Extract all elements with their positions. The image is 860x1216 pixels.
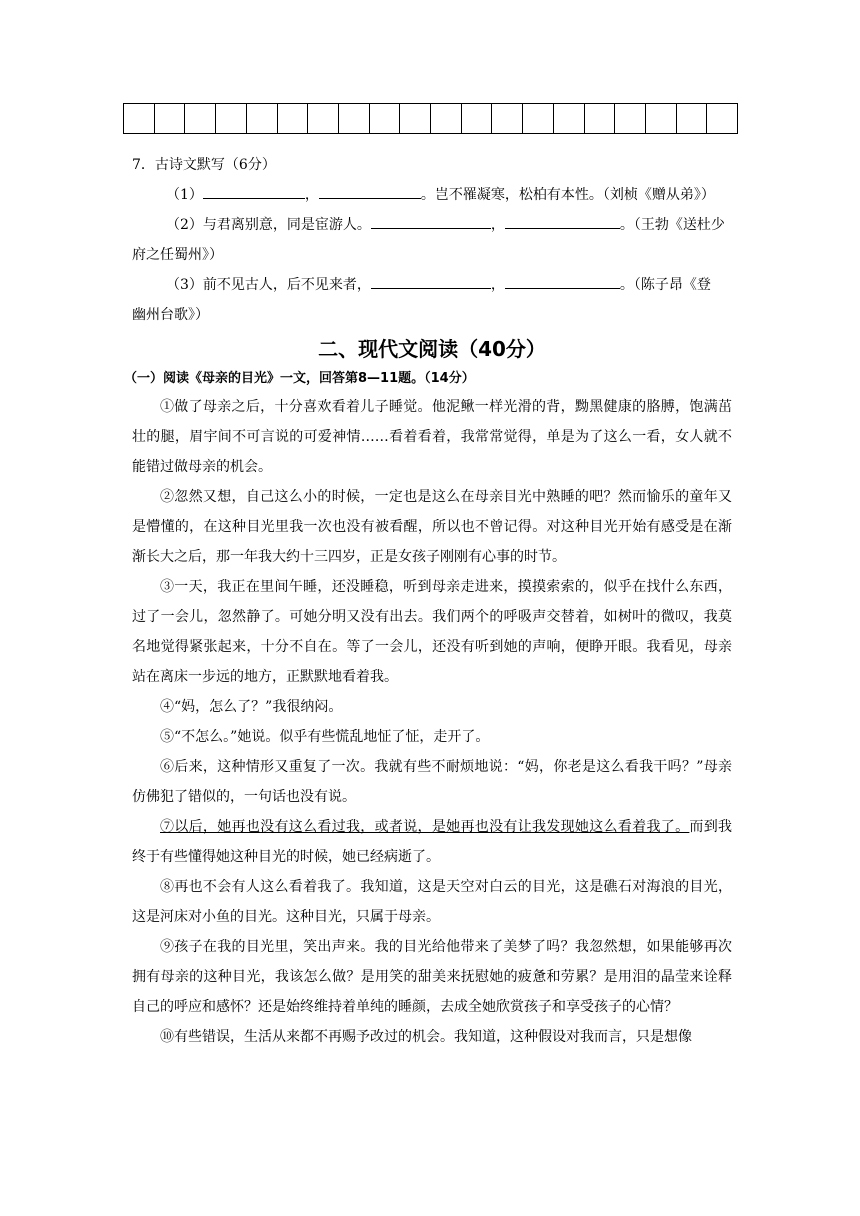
- grid-cell[interactable]: [615, 104, 646, 133]
- grid-cell[interactable]: [431, 104, 462, 133]
- grid-cell[interactable]: [646, 104, 677, 133]
- blank-2b[interactable]: [505, 212, 620, 229]
- paragraph-1: ①做了母亲之后，十分喜欢看着儿子睡觉。他泥鳅一样光滑的背，黝黑健康的胳膊，饱满茁壮的腿，眉宇间不可言说的可爱神情……看着看着，我常常觉得，单是为了这么一看，女人就不能错过做母亲的机会。: [132, 399, 732, 475]
- grid-cell[interactable]: [278, 104, 309, 133]
- blank-1a[interactable]: [203, 182, 305, 199]
- document-body: [124, 150, 733, 1052]
- blank-2a[interactable]: [371, 212, 491, 229]
- paragraph-9: ⑨孩子在我的目光里，笑出声来。我的目光给他带来了美梦了吗？我忽然想，如果能够再次拥有母亲的这种目光，我该怎么做？是用笑的甜美来抚慰她的疲惫和劳累？是用泪的晶莹来诠释自己的呼应和感怀？还是始终维持着单纯的睡颜，去成全她欣赏孩子和享受孩子的心情？: [132, 939, 732, 1015]
- grid-cell[interactable]: [400, 104, 431, 133]
- grid-cell[interactable]: [155, 104, 186, 133]
- grid-cell[interactable]: [554, 104, 585, 133]
- grid-cell[interactable]: [523, 104, 554, 133]
- answer-grid: [123, 103, 738, 134]
- paragraph-8: ⑧再也不会有人这么看着我了。我知道，这是天空对白云的目光，这是礁石对海浪的目光，这是河床对小鱼的目光。这种目光，只属于母亲。: [132, 879, 732, 925]
- question-7-title: 7．古诗文默写（6分）: [132, 157, 276, 173]
- grid-cell[interactable]: [585, 104, 616, 133]
- blank-3a[interactable]: [371, 272, 491, 289]
- paragraph-2: ②忽然又想，自己这么小的时候，一定也是这么在母亲目光中熟睡的吧？然而愉乐的童年又是懵懂的，在这种目光里我一次也没有被看醒，所以也不曾记得。对这种目光开始有感受是在渐渐长大之后，那一年我大约十三四岁，正是女孩子刚刚有心事的时节。: [132, 489, 732, 565]
- blank-3b[interactable]: [505, 272, 620, 289]
- paragraph-6: ⑥后来，这种情形又重复了一次。我就有些不耐烦地说：“妈，你老是这么看我干吗？”母亲仿佛犯了错似的，一句话也没有说。: [132, 759, 732, 805]
- paragraph-7: ⑦以后，她再也没有这么看过我，或者说，是她再也没有让我发现她这么看着我了。而到我终于有些懂得她这种目光的时候，她已经病逝了。: [132, 819, 733, 865]
- blank-1b[interactable]: [319, 182, 421, 199]
- question-7-item-3: （3）前不见古人，后不见来者， ， 。（陈子昂《登: [132, 270, 732, 300]
- question-7-item-2-cont: 府之任蜀州》）: [132, 247, 223, 263]
- grid-cell[interactable]: [462, 104, 493, 133]
- grid-cell[interactable]: [677, 104, 708, 133]
- question-7-item-3-cont: 幽州台歌》）: [132, 307, 209, 323]
- underlined-sentence: ⑦以后，她再也没有这么看过我，或者说，是她再也没有让我发现她这么看着我了。: [160, 819, 690, 835]
- paragraph-3: ③一天，我正在里间午睡，还没睡稳，听到母亲走进来，摸摸索索的，似乎在找什么东西，过了一会儿，忽然静了。可她分明又没有出去。我们两个的呼吸声交替着，如树叶的微叹，我莫名地觉得紧张起来，十分不自在。等了一会儿，还没有听到她的声响，便睁开眼。我看见，母亲站在离床一步远的地方，正默默地看着我。: [132, 579, 732, 685]
- grid-cell[interactable]: [247, 104, 278, 133]
- grid-cell[interactable]: [185, 104, 216, 133]
- section-title: 二、现代文阅读（40分）: [318, 337, 546, 361]
- section-subtitle: （一）阅读《母亲的目光》一文，回答第8—11题。（14分）: [124, 371, 475, 386]
- question-7-item-1: （1） ， 。岂不罹凝寒，松柏有本性。（刘桢《赠从弟》）: [132, 180, 732, 210]
- grid-cell[interactable]: [492, 104, 523, 133]
- grid-cell[interactable]: [370, 104, 401, 133]
- paragraph-10: ⑩有些错误，生活从来都不再赐予改过的机会。我知道，这种假设对我而言，只是想像: [160, 1029, 692, 1045]
- grid-cell[interactable]: [339, 104, 370, 133]
- grid-cell[interactable]: [124, 104, 155, 133]
- grid-cell[interactable]: [216, 104, 247, 133]
- question-7-item-2: （2）与君离别意，同是宦游人。 ， 。（王勃《送杜少: [132, 210, 732, 240]
- paragraph-4: ④“妈，怎么了？”我很纳闷。: [160, 699, 343, 715]
- paragraph-5: ⑤“不怎么。”她说。似乎有些慌乱地怔了怔，走开了。: [160, 729, 490, 745]
- grid-cell[interactable]: [707, 104, 737, 133]
- grid-cell[interactable]: [308, 104, 339, 133]
